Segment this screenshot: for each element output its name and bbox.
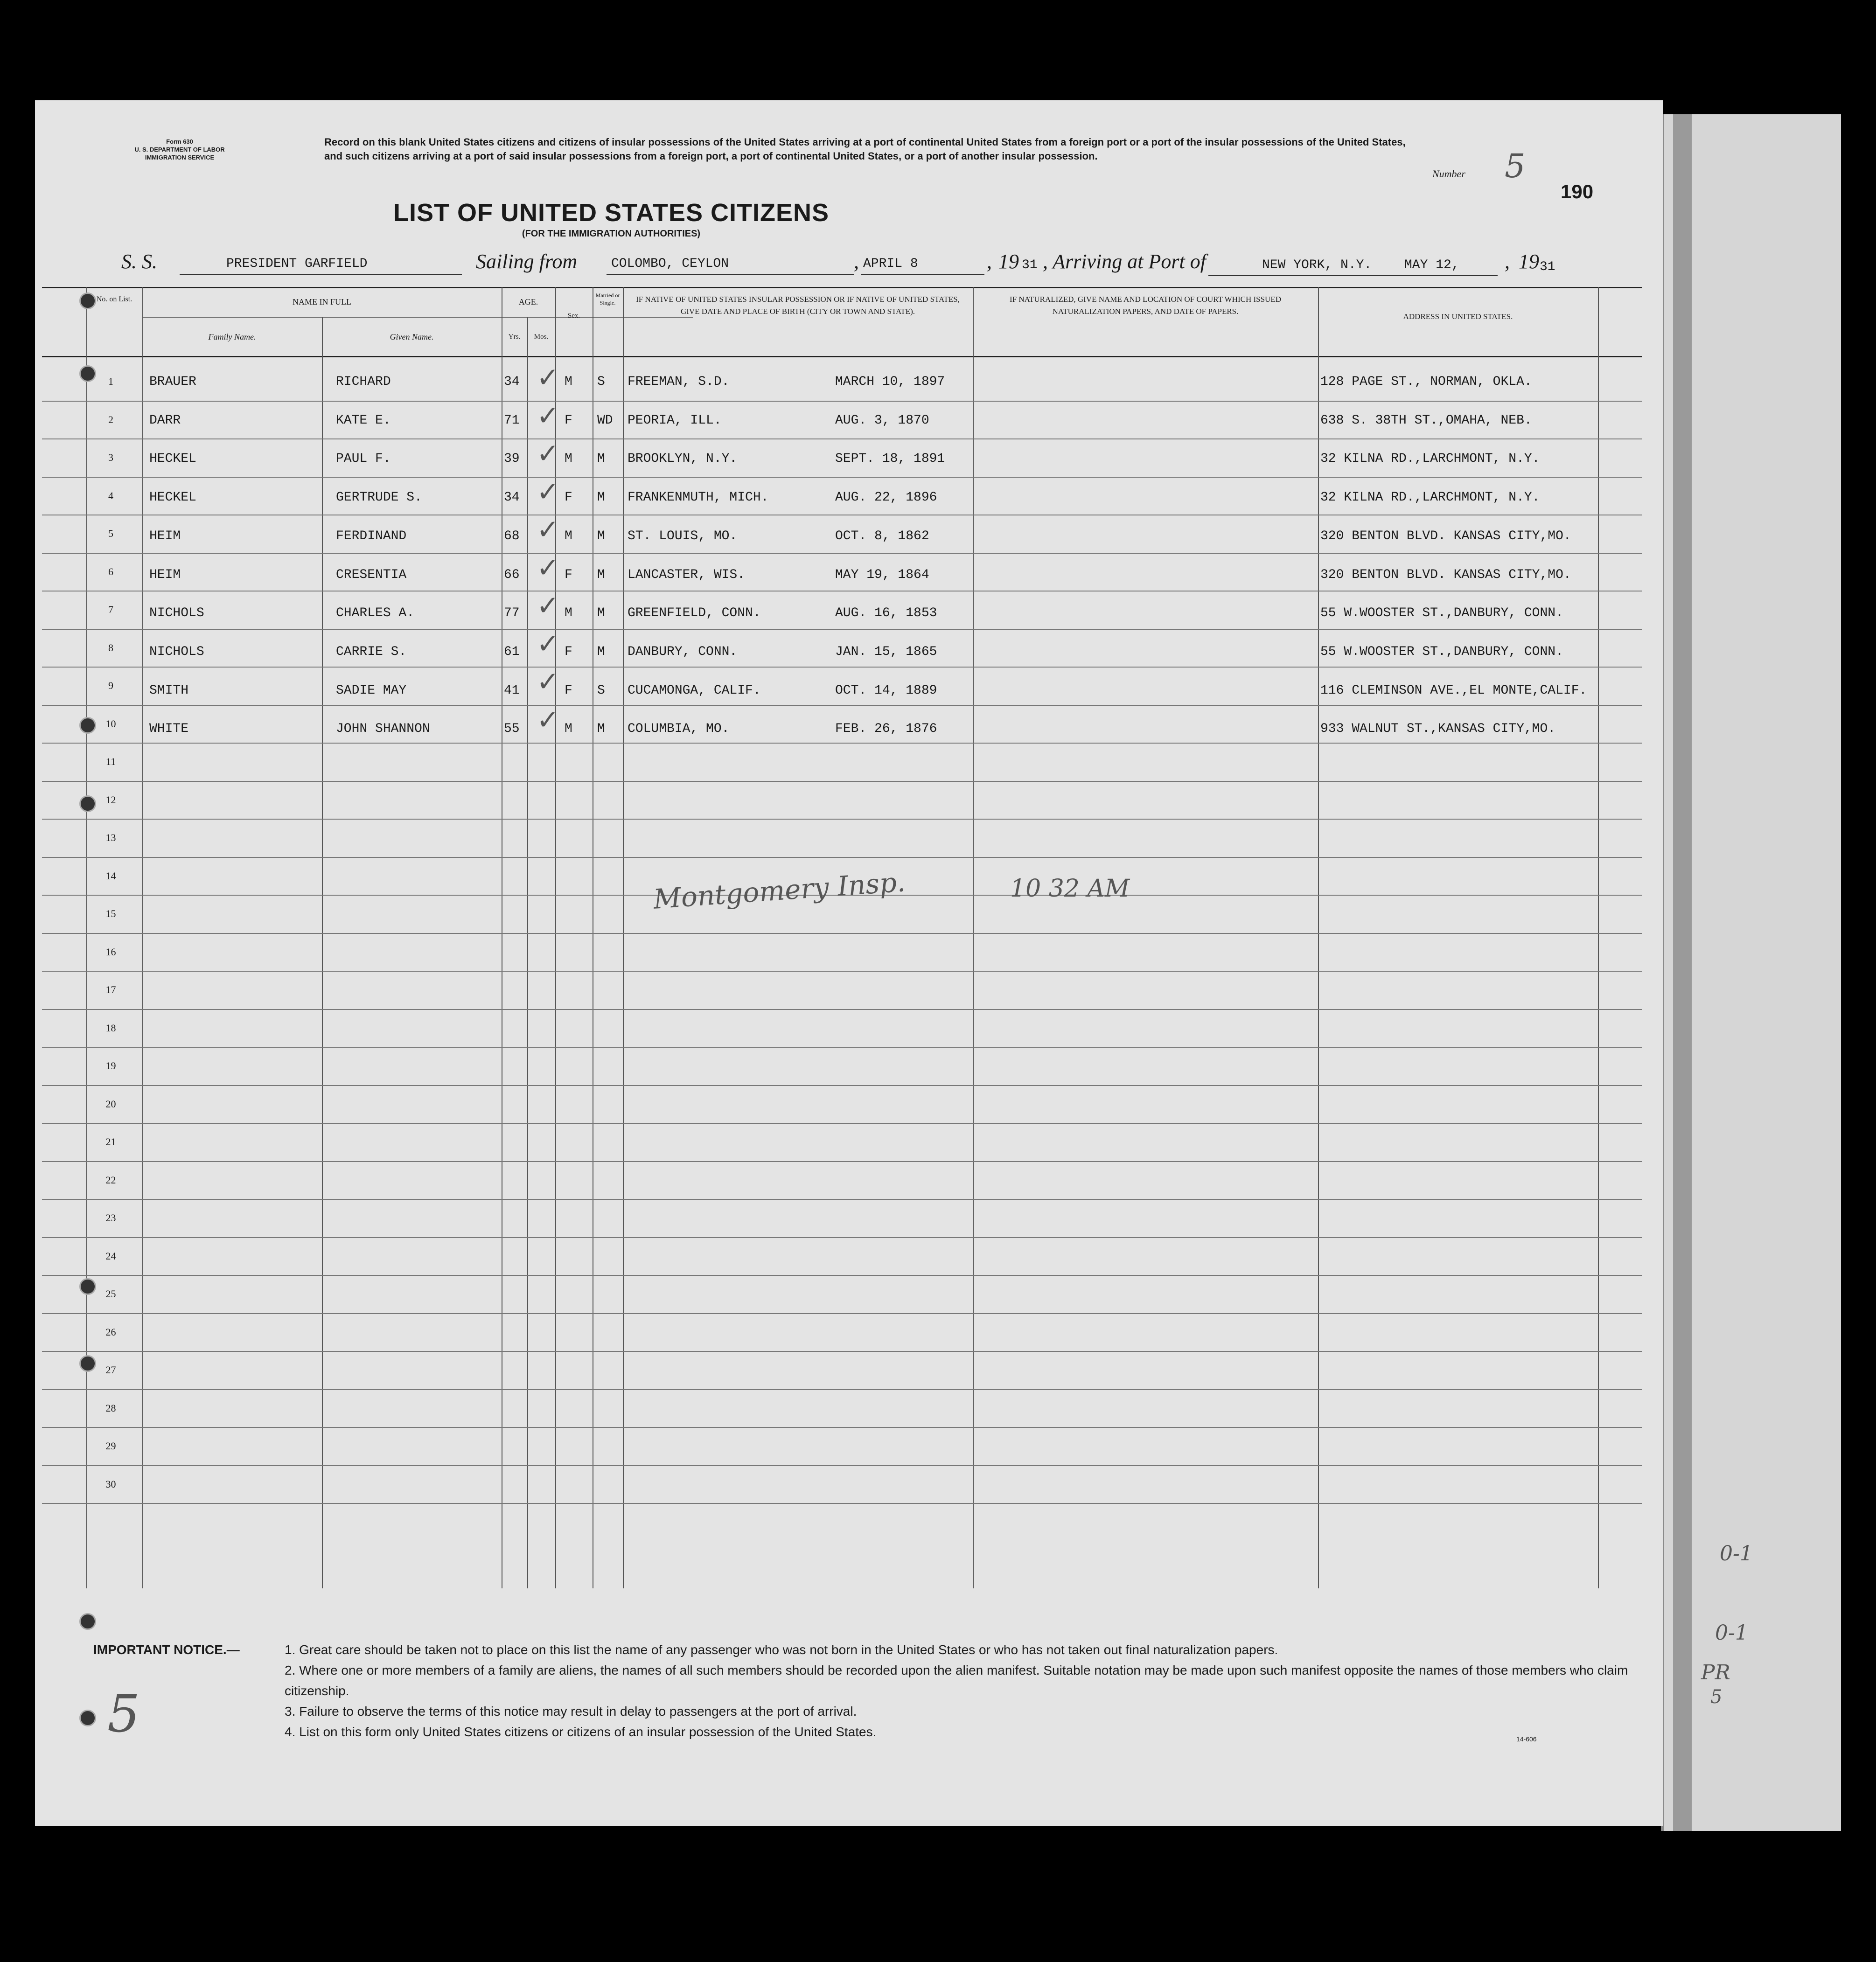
hdr-married-single: Married or Single. (595, 292, 620, 306)
age-cell: 77 (504, 606, 520, 621)
service: IMMIGRATION SERVICE (145, 154, 215, 161)
margin-note-3: PR (1701, 1661, 1730, 1684)
intro-text: Record on this blank United States citizens and citizens of insular possessions of the United States arriving at a port of continental United States from a foreign port or a port of the insular possessions of the United States, and such citizens arriving at a port of said insular possessions from a foreign port, a port of continental United States, or a port of another insular possession. (324, 136, 1406, 162)
row-rule (42, 971, 1642, 972)
hdr-birth: IF NATIVE OF UNITED STATES INSULAR POSSESSION OR IF NATIVE OF UNITED STATES, GIVE DATE AND PLACE OF BIRTH (CITY OR TOWN AND STATE). (636, 295, 960, 316)
check-mark-icon: ✓ (537, 627, 559, 660)
marital-cell: S (597, 375, 605, 389)
family-name-cell: SMITH (149, 683, 189, 698)
family-name-cell: WHITE (149, 722, 189, 737)
number-label: Number (1432, 168, 1465, 180)
birth-place-cell: DANBURY, CONN. (628, 644, 738, 659)
row-number: 11 (105, 756, 116, 767)
family-name-cell: NICHOLS (149, 606, 204, 621)
sex-cell: F (565, 413, 572, 428)
notice-item-3: 3. Failure to observe the terms of this notice may result in delay to passengers at the port of arrival. (285, 1704, 857, 1718)
birth-place-cell: COLUMBIA, MO. (628, 722, 730, 737)
punch-hole (79, 1278, 96, 1295)
sex-cell: M (565, 529, 572, 543)
check-mark-icon: ✓ (537, 666, 559, 697)
birth-date-cell: AUG. 3, 1870 (835, 413, 929, 428)
given-name-cell: RICHARD (336, 375, 391, 389)
arrive-date: MAY 12, (1404, 258, 1459, 272)
sailing-label: Sailing from (476, 250, 578, 273)
inspection-time: 10 32 AM (1010, 875, 1130, 903)
check-mark-icon: ✓ (537, 438, 559, 469)
birth-date-cell: FEB. 26, 1876 (835, 722, 937, 737)
age-cell: 39 (504, 452, 520, 466)
address-cell: 320 BENTON BLVD. KANSAS CITY,MO. (1320, 567, 1571, 582)
row-rule (42, 819, 1642, 820)
row-rule (42, 743, 1642, 744)
row-number: 15 (105, 908, 116, 919)
punch-hole (79, 365, 96, 382)
birth-place-cell: BROOKLYN, N.Y. (628, 452, 738, 466)
row-rule (42, 1275, 1642, 1276)
row-rule (42, 1009, 1642, 1010)
check-mark-icon: ✓ (537, 514, 559, 545)
address-cell: 55 W.WOOSTER ST.,DANBURY, CONN. (1320, 644, 1563, 659)
check-mark-icon: ✓ (537, 551, 559, 584)
given-name-cell: PAUL F. (336, 452, 391, 466)
birth-place-cell: CUCAMONGA, CALIF. (628, 683, 761, 698)
notice-item-2: 2. Where one or more members of a family are aliens, the names of all such members should be recorded upon the alien manifest. Suitable notation may be made upon such manifest opposite the names of those members who claim citizenship. (285, 1663, 1628, 1698)
family-name-cell: HEIM (149, 567, 181, 582)
row-number: 17 (105, 984, 116, 995)
given-name-cell: FERDINAND (336, 529, 407, 543)
birth-place-cell: FRANKENMUTH, MICH. (628, 490, 769, 505)
corner-number: 5 (107, 1684, 140, 1744)
row-rule (42, 438, 1642, 439)
family-name-cell: NICHOLS (149, 644, 204, 659)
row-rule (42, 1313, 1642, 1314)
given-name-cell: JOHN SHANNON (336, 722, 430, 737)
family-name-cell: HECKEL (149, 452, 196, 466)
row-number: 7 (108, 604, 113, 615)
punch-hole (79, 795, 96, 812)
page-title: LIST OF UNITED STATES CITIZENS (393, 199, 829, 227)
notice-item-4: 4. List on this form only United States citizens or citizens of an insular possession of the United States. (285, 1725, 877, 1739)
row-rule (42, 933, 1642, 934)
birth-date-cell: AUG. 22, 1896 (835, 490, 937, 505)
punch-hole (79, 292, 96, 309)
sailing-from: COLOMBO, CEYLON (611, 257, 729, 271)
row-rule (42, 1123, 1642, 1124)
birth-place-cell: FREEMAN, S.D. (628, 375, 730, 389)
sex-cell: F (565, 490, 572, 505)
address-cell: 933 WALNUT ST.,KANSAS CITY,MO. (1320, 722, 1556, 737)
year-prefix-2: 19 (1519, 250, 1539, 273)
hdr-given-name: Given Name. (390, 332, 434, 341)
address-cell: 32 KILNA RD.,LARCHMONT, N.Y. (1320, 452, 1540, 466)
marital-cell: S (597, 683, 605, 698)
page-number: 190 (1561, 181, 1594, 202)
year-prefix-1: 19 (998, 250, 1019, 273)
manifest-sheet (35, 100, 1663, 1826)
row-rule (42, 667, 1642, 668)
marital-cell: M (597, 452, 605, 466)
marital-cell: M (597, 529, 605, 543)
arrive-year: 31 (1540, 260, 1555, 274)
marital-cell: M (597, 567, 605, 582)
address-cell: 320 BENTON BLVD. KANSAS CITY,MO. (1320, 529, 1571, 543)
row-rule (42, 857, 1642, 858)
marital-cell: M (597, 722, 605, 737)
inspector-signature: Montgomery Insp. (652, 866, 907, 915)
row-rule (42, 401, 1642, 402)
age-cell: 41 (504, 683, 520, 698)
row-rule (42, 1503, 1642, 1504)
check-mark-icon: ✓ (537, 362, 559, 393)
given-name-cell: CRESENTIA (336, 567, 407, 582)
form-meta (103, 138, 257, 161)
hdr-mos: Mos. (534, 333, 549, 341)
family-name-cell: BRAUER (149, 375, 196, 389)
age-cell: 61 (504, 644, 520, 659)
department: U. S. DEPARTMENT OF LABOR (134, 146, 225, 153)
backing-sheet (1661, 114, 1841, 1831)
row-number: 30 (105, 1478, 116, 1490)
hdr-name-in-full: NAME IN FULL (293, 297, 351, 306)
birth-place-cell: GREENFIELD, CONN. (628, 606, 761, 621)
birth-place-cell: ST. LOUIS, MO. (628, 529, 738, 543)
row-number: 6 (108, 565, 113, 577)
age-cell: 68 (504, 529, 520, 543)
row-number: 14 (105, 870, 116, 882)
hdr-naturalized: IF NATURALIZED, GIVE NAME AND LOCATION OF COURT WHICH ISSUED NATURALIZATION PAPERS, AND DATE OF PAPERS. (1009, 295, 1281, 316)
row-rule (42, 705, 1642, 706)
birth-date-cell: OCT. 14, 1889 (835, 683, 937, 698)
sail-date: APRIL 8 (863, 257, 918, 271)
notice-item-1: 1. Great care should be taken not to place on this list the name of any passenger who was not born in the United States or who has not taken out final naturalization papers. (285, 1642, 1278, 1657)
age-cell: 55 (504, 722, 520, 737)
row-number: 24 (105, 1250, 116, 1262)
family-name-cell: DARR (149, 413, 181, 428)
punch-hole (79, 717, 96, 734)
sex-cell: F (565, 683, 572, 698)
row-rule (42, 553, 1642, 554)
birth-place-cell: LANCASTER, WIS. (628, 567, 746, 582)
given-name-cell: CARRIE S. (336, 644, 407, 659)
row-number: 13 (105, 832, 116, 843)
comma-1: , (854, 250, 859, 273)
ss-label: S. S. (121, 250, 157, 273)
birth-date-cell: MARCH 10, 1897 (835, 375, 945, 389)
given-name-cell: SADIE MAY (336, 683, 407, 698)
sex-cell: M (565, 375, 572, 389)
sex-cell: M (565, 606, 572, 621)
age-cell: 66 (504, 567, 520, 582)
row-number: 2 (108, 413, 113, 425)
row-rule (42, 781, 1642, 782)
ship-name: PRESIDENT GARFIELD (226, 257, 368, 271)
row-rule (42, 1199, 1642, 1200)
row-number: 10 (105, 717, 116, 730)
given-name-cell: CHARLES A. (336, 606, 415, 621)
row-number: 27 (105, 1364, 116, 1376)
row-rule (42, 1085, 1642, 1086)
check-mark-icon: ✓ (537, 399, 559, 431)
row-number: 4 (108, 489, 113, 501)
given-name-cell: KATE E. (336, 413, 391, 428)
birth-date-cell: OCT. 8, 1862 (835, 529, 929, 543)
row-number: 18 (105, 1022, 116, 1034)
sex-cell: M (565, 722, 572, 737)
marital-cell: WD (597, 413, 613, 428)
row-number: 5 (108, 528, 113, 539)
birth-place-cell: PEORIA, ILL. (628, 413, 722, 428)
margin-note-1: 0-1 (1720, 1542, 1753, 1565)
row-number: 12 (105, 793, 116, 806)
punch-hole (79, 1355, 96, 1372)
row-number: 22 (105, 1174, 116, 1186)
row-number: 21 (105, 1136, 116, 1148)
notice-heading: IMPORTANT NOTICE.— (93, 1642, 240, 1657)
marital-cell: M (597, 490, 605, 505)
birth-date-cell: MAY 19, 1864 (835, 567, 929, 582)
check-mark-icon: ✓ (537, 475, 559, 508)
hdr-address: ADDRESS IN UNITED STATES. (1403, 312, 1513, 321)
punch-hole (79, 1613, 96, 1630)
row-rule (42, 1047, 1642, 1048)
sex-cell: F (565, 644, 572, 659)
row-number: 29 (105, 1440, 116, 1452)
row-rule (42, 477, 1642, 478)
row-number: 16 (105, 946, 116, 958)
passenger-table (42, 287, 1642, 1588)
margin-note-4: 5 (1710, 1686, 1723, 1708)
birth-date-cell: AUG. 16, 1853 (835, 606, 937, 621)
row-rule (42, 1351, 1642, 1352)
form-number: Form 630 (166, 138, 193, 145)
marital-cell: M (597, 644, 605, 659)
address-cell: 32 KILNA RD.,LARCHMONT, N.Y. (1320, 490, 1540, 505)
row-number: 25 (105, 1288, 116, 1300)
birth-date-cell: JAN. 15, 1865 (835, 644, 937, 659)
sail-year: 31 (1022, 258, 1038, 272)
row-number: 23 (105, 1212, 116, 1224)
row-rule (42, 1161, 1642, 1162)
arrival-port: NEW YORK, N.Y. (1262, 258, 1372, 272)
row-rule (42, 1465, 1642, 1466)
hdr-age: AGE. (518, 297, 538, 306)
margin-note-2: 0-1 (1715, 1621, 1748, 1645)
hdr-no-on-list: No. on List. (96, 295, 133, 303)
given-name-cell: GERTRUDE S. (336, 490, 422, 505)
address-cell: 116 CLEMINSON AVE.,EL MONTE,CALIF. (1320, 683, 1587, 698)
punch-hole (79, 1710, 96, 1726)
age-cell: 34 (504, 490, 520, 505)
number-value: 5 (1505, 147, 1526, 185)
sex-cell: M (565, 452, 572, 466)
row-rule (42, 1389, 1642, 1390)
row-rule (42, 1237, 1642, 1238)
family-name-cell: HECKEL (149, 490, 196, 505)
row-rule (42, 629, 1642, 630)
row-number: 26 (105, 1326, 116, 1338)
family-name-cell: HEIM (149, 529, 181, 543)
hdr-family-name: Family Name. (208, 332, 256, 341)
footer-code: 14-606 (1516, 1735, 1537, 1743)
sex-cell: F (565, 567, 572, 582)
marital-cell: M (597, 606, 605, 621)
birth-date-cell: SEPT. 18, 1891 (835, 452, 945, 466)
row-number: 9 (108, 680, 113, 691)
row-number: 1 (108, 376, 113, 387)
row-rule (42, 1427, 1642, 1428)
row-number: 28 (105, 1402, 116, 1414)
comma-2: , (987, 250, 992, 273)
address-cell: 128 PAGE ST., NORMAN, OKLA. (1320, 375, 1532, 389)
page-subtitle: (FOR THE IMMIGRATION AUTHORITIES) (522, 229, 701, 239)
hdr-sex: Sex. (567, 312, 580, 320)
row-number: 8 (108, 641, 113, 654)
row-number: 19 (105, 1060, 116, 1071)
row-number: 3 (108, 452, 113, 463)
hdr-yrs: Yrs. (508, 333, 521, 341)
address-cell: 638 S. 38TH ST.,OMAHA, NEB. (1320, 413, 1532, 428)
address-cell: 55 W.WOOSTER ST.,DANBURY, CONN. (1320, 606, 1563, 621)
age-cell: 71 (504, 413, 520, 428)
age-cell: 34 (504, 375, 520, 389)
check-mark-icon: ✓ (537, 590, 559, 621)
arriving-label: , Arriving at Port of (1043, 250, 1206, 273)
row-number: 20 (105, 1098, 116, 1110)
comma-3: , (1505, 250, 1510, 273)
check-mark-icon: ✓ (537, 703, 559, 736)
